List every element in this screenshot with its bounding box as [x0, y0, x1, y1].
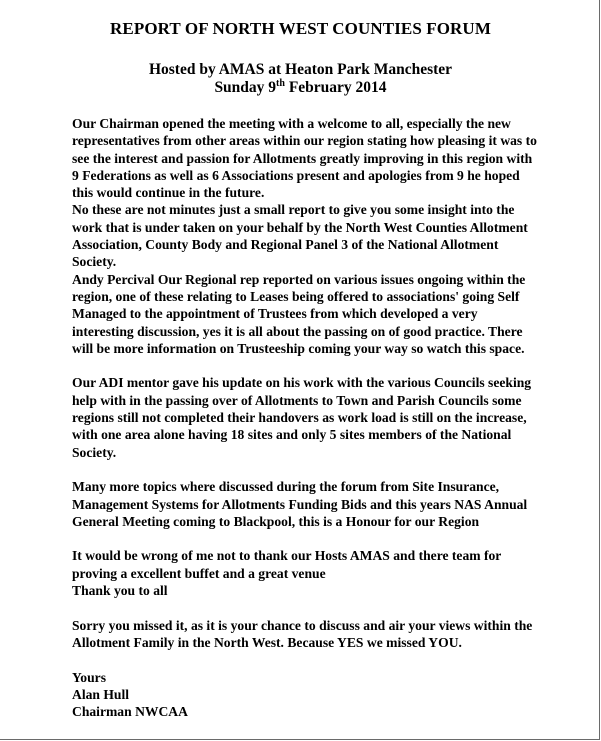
date-rest: February 2014 — [284, 79, 387, 96]
date-line — [0, 79, 601, 97]
date-ordinal: th — [276, 78, 285, 89]
paragraph-regional-rep: Andy Percival Our Regional rep reported on various issues ongoing within the region, one of these relating to Leases being offered to associations' going Self Managed to the appointment of Trustees from which developed a very interesting discussion, yes it is all about the passing on of good practice. There will be more information on Trusteeship coming your way so watch this space. — [72, 271, 526, 356]
paragraph-topics: Many more topics where discussed during the forum from Site Insurance, Management Systems for Allotments Funding Bids and this years NAS Annual General Meeting coming to Blackpool, this is a Honour for our Region — [72, 479, 528, 529]
paragraph-thanks: It would be wrong of me not to thank our Hosts AMAS and there team for proving a excellent buffet and a great venue — [72, 548, 502, 581]
paragraph-sorry: Sorry you missed it, as it is your chance to discuss and air your views within the Allotment Family in the North West. Because YES we missed YOU. — [72, 617, 533, 650]
signature-name: Alan Hull — [72, 686, 130, 702]
signature-closing: Yours — [72, 669, 106, 685]
report-body — [72, 115, 542, 720]
paragraph-purpose: No these are not minutes just a small report to give you some insight into the work that is under taken on your behalf by the North West Counties Allotment Association, County Body and Regional Panel 3 of the National Allotment Society. — [72, 202, 528, 270]
host-line: Hosted by AMAS at Heaton Park Manchester — [148, 61, 453, 78]
page-title: REPORT OF NORTH WEST COUNTIES FORUM — [110, 19, 491, 38]
paragraph-opening: Our Chairman opened the meeting with a welcome to all, especially the new representatives from other areas within our region stating how pleasing it was to see the interest and passion for Allotments greatly improving in this region with 9 Federations as well as 6 Associations present and apologies from 9 he hoped this would continue in the future. — [72, 116, 537, 201]
date-prefix: Sunday 9 — [214, 79, 277, 96]
subtitle — [0, 61, 601, 97]
paragraph-adi-mentor: Our ADI mentor gave his update on his work with the various Councils seeking help with in the passing over of Allotments to Town and Parish Councils some regions still not completed their handovers as work load is still on the increase, with one area alone having 18 sites and only 5 sites members of the National Society. — [72, 375, 532, 460]
paragraph-thank-you: Thank you to all — [72, 583, 168, 599]
signature-role: Chairman NWCAA — [72, 704, 188, 720]
